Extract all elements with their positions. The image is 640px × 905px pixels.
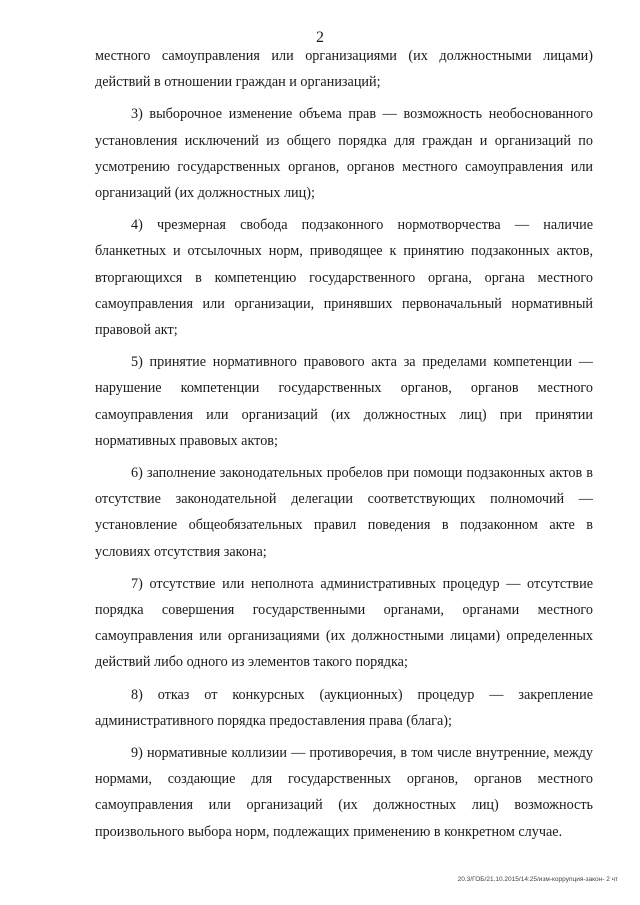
document-body [95, 43, 593, 845]
page-number: 2 [316, 29, 324, 46]
paragraph-item-4: 4) чрезмерная свобода подзаконного нормотворчества — наличие бланкетных и отсылочных норм, приводящее к принятию подзаконных актов, вторгающихся в компетенцию государственного органа, органа местного самоуправления или организации, принявших первоначальный нормативный правовой акт; [95, 217, 593, 339]
paragraph-continuation: местного самоуправления или организациями (их должностными лицами) действий в отношении граждан и организаций; [95, 48, 593, 91]
footer-reference: 20.3/ГОБ/21.10.2015/14:25/изм-коррупция-закон- 2 чт [457, 876, 618, 883]
paragraph-item-9: 9) нормативные коллизии — противоречия, в том числе внутренние, между нормами, создающие для государственных органов, органов местного самоуправления или организаций (их должностных лиц) возможность произвольного выбора норм, подлежащих применению в конкретном случае. [95, 745, 593, 840]
paragraph-item-8: 8) отказ от конкурсных (аукционных) процедур — закрепление административного порядка предоставления права (блага); [95, 686, 593, 729]
paragraph-item-5: 5) принятие нормативного правового акта за пределами компетенции — нарушение компетенции государственных органов, органов местного самоуправления или организаций (их должностных лиц) при принятии нормативных правовых актов; [95, 354, 593, 449]
paragraph-item-6: 6) заполнение законодательных пробелов при помощи подзаконных актов в отсутствие законодательной делегации соответствующих полномочий — установление общеобязательных правил поведения в подзаконном акте в условиях отсутствия закона; [95, 465, 593, 560]
paragraph-item-3: 3) выборочное изменение объема прав — возможность необоснованного установления исключений из общего порядка для граждан и организаций по усмотрению государственных органов, органов местного самоуправления или организаций (их должностных лиц); [95, 106, 593, 202]
paragraph-item-7: 7) отсутствие или неполнота административных процедур — отсутствие порядка совершения государственными органами, органами местного самоуправления или организациями (их должностными лицами) определенных действий либо одного из элементов такого порядка; [95, 575, 593, 671]
